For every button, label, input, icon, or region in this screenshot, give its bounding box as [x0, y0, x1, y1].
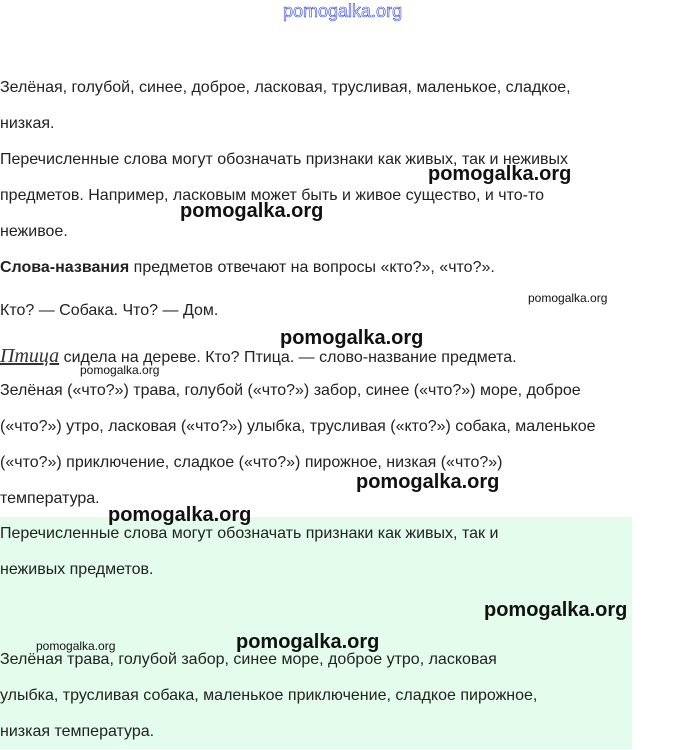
watermark: pomogalka.org — [280, 327, 424, 349]
watermark: pomogalka.org — [236, 631, 380, 653]
question-line: («что?») приключение, сладкое («что?») пирожное, низкая («что?») — [0, 454, 503, 471]
task-words-line: Зелёная, голубой, синее, доброе, ласковая, трусливая, маленькое, сладкое, — [0, 79, 571, 96]
example-line: Кто? — Собака. Что? — Дом. — [0, 302, 219, 319]
rule-text: предметов отвечают на вопросы «кто?», «что?». — [129, 259, 495, 276]
watermark: pomogalka.org — [356, 471, 500, 493]
example-line — [0, 338, 517, 376]
answer-line: низкая температура. — [0, 723, 155, 740]
rule-bold-term: Слова-названия — [0, 259, 130, 276]
task-words-line: низкая. — [0, 115, 55, 132]
watermark: pomogalka.org — [484, 599, 628, 621]
watermark: pomogalka.org — [80, 363, 160, 377]
watermark: pomogalka.org — [108, 504, 252, 526]
watermark: pomogalka.org — [528, 291, 608, 305]
top-watermark: pomogalka.org — [283, 1, 403, 21]
watermark: pomogalka.org — [36, 639, 116, 653]
question-line: («что?») утро, ласковая («что?») улыбка, трусливая («кто?») собака, маленькое — [0, 418, 596, 435]
watermark: pomogalka.org — [428, 163, 572, 185]
answer-line: неживых предметов. — [0, 561, 154, 578]
explanation-line: предметов. Например, ласковым может быть и живое существо, и что-то — [0, 187, 545, 204]
example-word-ptitsa: Птица — [0, 345, 60, 367]
rule-line — [0, 250, 495, 286]
question-line: температура. — [0, 490, 100, 507]
answer-line: Перечисленные слова могут обозначать признаки как живых, так и — [0, 525, 499, 542]
explanation-line: неживое. — [0, 223, 68, 240]
watermark: pomogalka.org — [180, 200, 324, 222]
answer-line: Зелёная трава, голубой забор, синее море, доброе утро, ласковая — [0, 651, 497, 668]
question-line: Зелёная («что?») трава, голубой («что?») забор, синее («что?») море, доброе — [0, 382, 581, 399]
explanation-line: Перечисленные слова могут обозначать признаки как живых, так и неживых — [0, 151, 569, 168]
answer-line: улыбка, трусливая собака, маленькое приключение, сладкое пирожное, — [0, 687, 538, 704]
example-text: сидела на дереве. Кто? Птица. — слово-название предмета. — [59, 349, 517, 366]
